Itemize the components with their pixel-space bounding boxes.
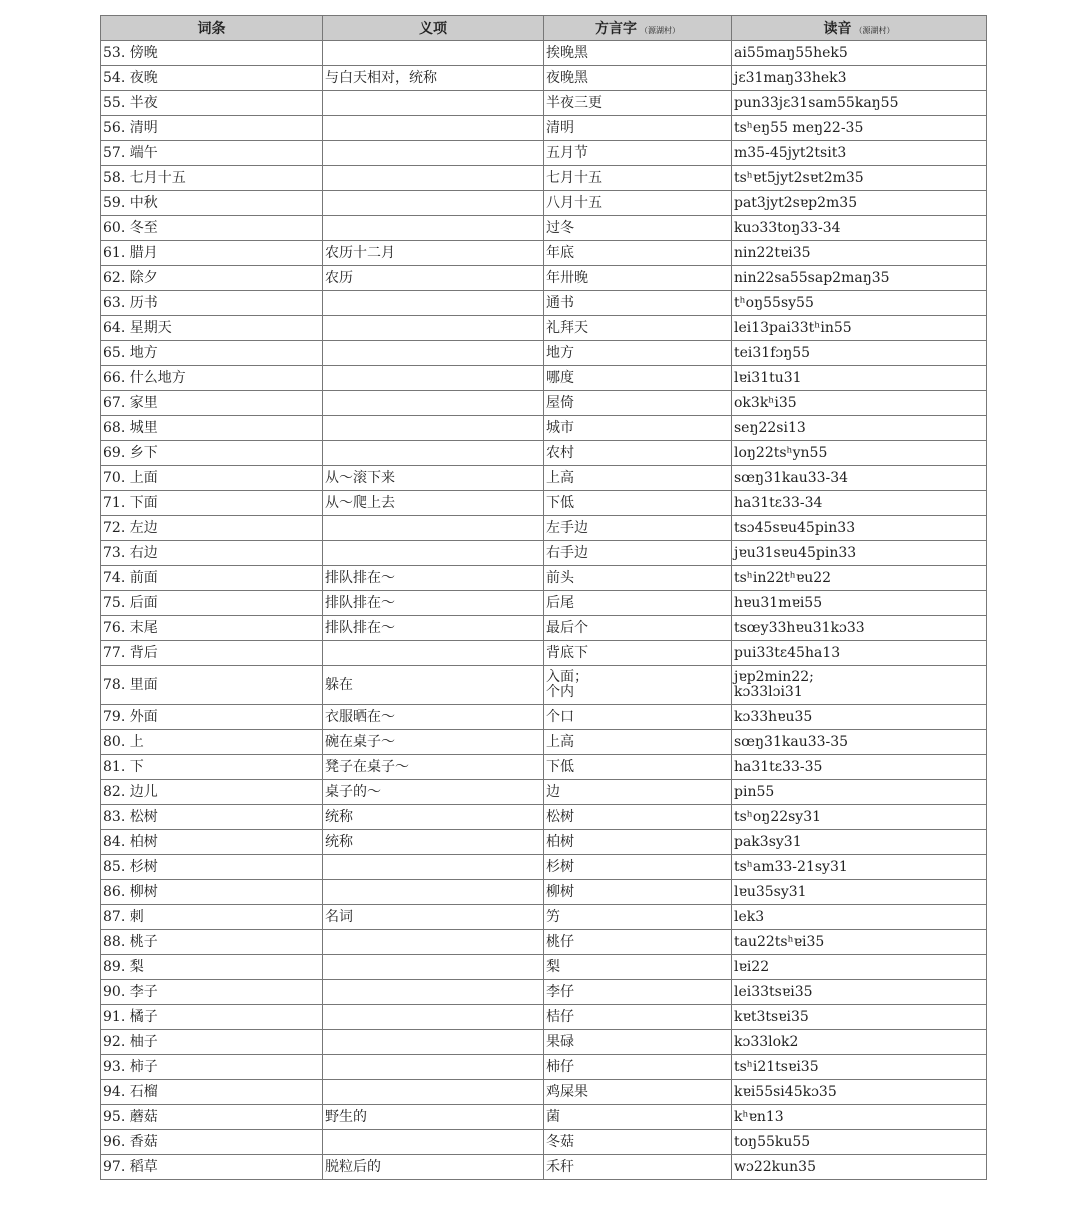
cell-dialect-char: 竻 (544, 905, 732, 930)
vocabulary-table (100, 15, 987, 1180)
cell-sense: 脱粒后的 (323, 1155, 544, 1180)
table-row (101, 216, 987, 241)
cell-sense (323, 41, 544, 66)
cell-sense (323, 1005, 544, 1030)
cell-sense: 从～爬上去 (323, 491, 544, 516)
cell-reading: kuɔ33toŋ33-34 (732, 216, 987, 241)
table-row (101, 755, 987, 780)
cell-sense: 排队排在～ (323, 616, 544, 641)
cell-reading: pat3jyt2sɐp2m35 (732, 191, 987, 216)
cell-reading: nin22tɐi35 (732, 241, 987, 266)
cell-reading: nin22sa55sap2maŋ35 (732, 266, 987, 291)
table-row (101, 466, 987, 491)
cell-reading: kɐi55si45kɔ35 (732, 1080, 987, 1105)
cell-sense (323, 141, 544, 166)
table-row (101, 391, 987, 416)
cell-entry: 58. 七月十五 (101, 166, 323, 191)
table-row (101, 805, 987, 830)
cell-sense (323, 341, 544, 366)
cell-reading: lɐi31tu31 (732, 366, 987, 391)
cell-entry: 71. 下面 (101, 491, 323, 516)
cell-entry: 61. 腊月 (101, 241, 323, 266)
cell-dialect-char: 七月十五 (544, 166, 732, 191)
cell-dialect-char: 右手边 (544, 541, 732, 566)
table-row (101, 980, 987, 1005)
cell-sense (323, 416, 544, 441)
cell-entry: 80. 上 (101, 730, 323, 755)
cell-reading: jɐp2min22; kɔ33lɔi31 (732, 666, 987, 705)
cell-dialect-char: 上高 (544, 730, 732, 755)
cell-sense (323, 980, 544, 1005)
cell-reading: loŋ22tsʰyn55 (732, 441, 987, 466)
header-entry (101, 16, 323, 41)
cell-sense (323, 1055, 544, 1080)
cell-entry: 62. 除夕 (101, 266, 323, 291)
header-entry-label: 词条 (197, 21, 226, 37)
cell-sense (323, 930, 544, 955)
cell-reading: toŋ55ku55 (732, 1130, 987, 1155)
cell-reading: kʰɐn13 (732, 1105, 987, 1130)
header-dialect-char (544, 16, 732, 41)
cell-dialect-char: 半夜三更 (544, 91, 732, 116)
vocabulary-table-container (100, 15, 986, 1180)
cell-sense (323, 855, 544, 880)
cell-reading: ai55maŋ55hek5 (732, 41, 987, 66)
table-row (101, 241, 987, 266)
table-header (101, 16, 987, 41)
table-row (101, 191, 987, 216)
cell-sense (323, 1080, 544, 1105)
cell-sense: 农历十二月 (323, 241, 544, 266)
cell-dialect-char: 通书 (544, 291, 732, 316)
cell-entry: 57. 端午 (101, 141, 323, 166)
cell-reading: hɐu31mɐi55 (732, 591, 987, 616)
cell-sense: 碗在桌子～ (323, 730, 544, 755)
cell-sense (323, 880, 544, 905)
header-reading (732, 16, 987, 41)
table-row (101, 1005, 987, 1030)
cell-reading: kɔ33lok2 (732, 1030, 987, 1055)
cell-reading: lei33tsɐi35 (732, 980, 987, 1005)
cell-sense (323, 316, 544, 341)
cell-dialect-char: 柳树 (544, 880, 732, 905)
cell-dialect-char: 礼拜天 (544, 316, 732, 341)
cell-sense (323, 91, 544, 116)
cell-dialect-char: 松树 (544, 805, 732, 830)
table-row (101, 780, 987, 805)
cell-reading: ha31tɛ33-35 (732, 755, 987, 780)
table-row (101, 141, 987, 166)
cell-reading: tsɔ45sɐu45pin33 (732, 516, 987, 541)
table-body (101, 41, 987, 1180)
cell-dialect-char: 夜晚黑 (544, 66, 732, 91)
cell-reading: lek3 (732, 905, 987, 930)
cell-dialect-char: 农村 (544, 441, 732, 466)
cell-reading: tsʰeŋ55 meŋ22-35 (732, 116, 987, 141)
cell-reading: pak3sy31 (732, 830, 987, 855)
cell-dialect-char: 入面； 个内 (544, 666, 732, 705)
cell-reading: jɐu31sɐu45pin33 (732, 541, 987, 566)
table-row (101, 341, 987, 366)
table-row (101, 955, 987, 980)
cell-dialect-char: 过冬 (544, 216, 732, 241)
table-row (101, 930, 987, 955)
table-row (101, 41, 987, 66)
cell-entry: 60. 冬至 (101, 216, 323, 241)
cell-entry: 65. 地方 (101, 341, 323, 366)
cell-reading: m35-45jyt2tsit3 (732, 141, 987, 166)
cell-dialect-char: 五月节 (544, 141, 732, 166)
cell-sense: 躲在 (323, 666, 544, 705)
table-row (101, 491, 987, 516)
table-row (101, 541, 987, 566)
table-row (101, 1080, 987, 1105)
cell-entry: 54. 夜晚 (101, 66, 323, 91)
cell-sense (323, 955, 544, 980)
table-row (101, 641, 987, 666)
cell-dialect-char: 禾秆 (544, 1155, 732, 1180)
cell-entry: 55. 半夜 (101, 91, 323, 116)
cell-reading: wɔ22kun35 (732, 1155, 987, 1180)
table-row (101, 730, 987, 755)
cell-reading: tʰoŋ55sy55 (732, 291, 987, 316)
cell-dialect-char: 冬菇 (544, 1130, 732, 1155)
cell-entry: 78. 里面 (101, 666, 323, 705)
cell-sense: 统称 (323, 805, 544, 830)
cell-reading: pui33tɛ45ha13 (732, 641, 987, 666)
cell-dialect-char: 李仔 (544, 980, 732, 1005)
cell-reading: jɛ31maŋ33hek3 (732, 66, 987, 91)
cell-reading: lɐu35sy31 (732, 880, 987, 905)
table-row (101, 516, 987, 541)
cell-entry: 96. 香菇 (101, 1130, 323, 1155)
cell-reading: tsʰoŋ22sy31 (732, 805, 987, 830)
header-sense-label: 义项 (419, 21, 447, 37)
cell-dialect-char: 年卅晚 (544, 266, 732, 291)
header-dialect-note: （源湖村） (640, 26, 680, 35)
cell-dialect-char: 清明 (544, 116, 732, 141)
cell-entry: 82. 边儿 (101, 780, 323, 805)
cell-reading: tei31fɔŋ55 (732, 341, 987, 366)
cell-reading: pun33jɛ31sam55kaŋ55 (732, 91, 987, 116)
cell-entry: 53. 傍晚 (101, 41, 323, 66)
cell-entry: 87. 刺 (101, 905, 323, 930)
cell-entry: 83. 松树 (101, 805, 323, 830)
cell-reading: tsʰɐt5jyt2sɐt2m35 (732, 166, 987, 191)
cell-entry: 90. 李子 (101, 980, 323, 1005)
cell-sense (323, 116, 544, 141)
table-row (101, 905, 987, 930)
cell-dialect-char: 下低 (544, 491, 732, 516)
cell-sense: 野生的 (323, 1105, 544, 1130)
cell-dialect-char: 菌 (544, 1105, 732, 1130)
cell-entry: 95. 蘑菇 (101, 1105, 323, 1130)
table-row (101, 266, 987, 291)
cell-sense (323, 1030, 544, 1055)
cell-entry: 69. 乡下 (101, 441, 323, 466)
cell-dialect-char: 挨晚黑 (544, 41, 732, 66)
cell-entry: 73. 右边 (101, 541, 323, 566)
cell-entry: 88. 桃子 (101, 930, 323, 955)
cell-entry: 59. 中秋 (101, 191, 323, 216)
cell-dialect-char: 屋倚 (544, 391, 732, 416)
cell-sense: 农历 (323, 266, 544, 291)
cell-entry: 86. 柳树 (101, 880, 323, 905)
header-reading-label: 读音 (823, 21, 852, 37)
cell-dialect-char: 下低 (544, 755, 732, 780)
table-row (101, 566, 987, 591)
cell-sense (323, 1130, 544, 1155)
table-row (101, 880, 987, 905)
header-row (101, 16, 987, 41)
table-row (101, 705, 987, 730)
cell-reading: ok3kʰi35 (732, 391, 987, 416)
cell-entry: 64. 星期天 (101, 316, 323, 341)
cell-dialect-char: 后尾 (544, 591, 732, 616)
cell-dialect-char: 桃仔 (544, 930, 732, 955)
cell-reading: tsʰin22tʰɐu22 (732, 566, 987, 591)
cell-dialect-char: 鸡屎果 (544, 1080, 732, 1105)
header-reading-note: （源湖村） (854, 26, 895, 35)
cell-entry: 85. 杉树 (101, 855, 323, 880)
cell-entry: 68. 城里 (101, 416, 323, 441)
cell-entry: 92. 柚子 (101, 1030, 323, 1055)
cell-dialect-char: 果碌 (544, 1030, 732, 1055)
cell-sense: 排队排在～ (323, 591, 544, 616)
cell-entry: 84. 柏树 (101, 830, 323, 855)
cell-sense (323, 441, 544, 466)
cell-reading: lei13pai33tʰin55 (732, 316, 987, 341)
cell-entry: 56. 清明 (101, 116, 323, 141)
cell-sense: 衣服晒在～ (323, 705, 544, 730)
table-row (101, 366, 987, 391)
cell-entry: 72. 左边 (101, 516, 323, 541)
table-row (101, 166, 987, 191)
cell-entry: 76. 末尾 (101, 616, 323, 641)
cell-sense (323, 641, 544, 666)
cell-reading: sœŋ31kau33-34 (732, 466, 987, 491)
table-row (101, 441, 987, 466)
cell-reading: lɐi22 (732, 955, 987, 980)
cell-dialect-char: 边 (544, 780, 732, 805)
cell-entry: 70. 上面 (101, 466, 323, 491)
cell-entry: 91. 橘子 (101, 1005, 323, 1030)
cell-sense (323, 216, 544, 241)
cell-entry: 94. 石榴 (101, 1080, 323, 1105)
table-row (101, 1130, 987, 1155)
cell-sense (323, 516, 544, 541)
cell-entry: 93. 柿子 (101, 1055, 323, 1080)
cell-dialect-char: 上高 (544, 466, 732, 491)
cell-dialect-char: 个口 (544, 705, 732, 730)
table-row (101, 830, 987, 855)
cell-reading: tsʰam33-21sy31 (732, 855, 987, 880)
table-row (101, 116, 987, 141)
cell-dialect-char: 城市 (544, 416, 732, 441)
table-row (101, 1105, 987, 1130)
table-row (101, 855, 987, 880)
cell-dialect-char: 左手边 (544, 516, 732, 541)
cell-reading: tsœy33hɐu31kɔ33 (732, 616, 987, 641)
cell-dialect-char: 地方 (544, 341, 732, 366)
cell-entry: 67. 家里 (101, 391, 323, 416)
cell-sense: 与白天相对，统称 (323, 66, 544, 91)
cell-entry: 66. 什么地方 (101, 366, 323, 391)
cell-sense (323, 391, 544, 416)
cell-sense: 从～滚下来 (323, 466, 544, 491)
cell-dialect-char: 柿仔 (544, 1055, 732, 1080)
cell-reading: kɐt3tsɐi35 (732, 1005, 987, 1030)
cell-entry: 89. 梨 (101, 955, 323, 980)
cell-entry: 97. 稻草 (101, 1155, 323, 1180)
cell-dialect-char: 柏树 (544, 830, 732, 855)
cell-sense: 统称 (323, 830, 544, 855)
cell-sense: 名词 (323, 905, 544, 930)
table-row (101, 291, 987, 316)
cell-reading: seŋ22si13 (732, 416, 987, 441)
cell-entry: 81. 下 (101, 755, 323, 780)
header-dialect-label: 方言字 (595, 21, 637, 37)
table-row (101, 91, 987, 116)
cell-entry: 63. 历书 (101, 291, 323, 316)
cell-sense (323, 291, 544, 316)
table-row (101, 591, 987, 616)
cell-dialect-char: 八月十五 (544, 191, 732, 216)
cell-entry: 75. 后面 (101, 591, 323, 616)
cell-reading: kɔ33hɐu35 (732, 705, 987, 730)
table-row (101, 316, 987, 341)
cell-sense: 凳子在桌子～ (323, 755, 544, 780)
cell-sense (323, 191, 544, 216)
table-row (101, 66, 987, 91)
cell-dialect-char: 前头 (544, 566, 732, 591)
cell-dialect-char: 梨 (544, 955, 732, 980)
cell-reading: tsʰi21tsɐi35 (732, 1055, 987, 1080)
cell-dialect-char: 桔仔 (544, 1005, 732, 1030)
cell-dialect-char: 杉树 (544, 855, 732, 880)
table-row (101, 1155, 987, 1180)
table-row (101, 1030, 987, 1055)
cell-entry: 74. 前面 (101, 566, 323, 591)
cell-dialect-char: 年底 (544, 241, 732, 266)
cell-sense (323, 366, 544, 391)
cell-sense (323, 166, 544, 191)
table-row (101, 616, 987, 641)
cell-sense: 排队排在～ (323, 566, 544, 591)
cell-reading: tau22tsʰɐi35 (732, 930, 987, 955)
cell-dialect-char: 背底下 (544, 641, 732, 666)
cell-entry: 77. 背后 (101, 641, 323, 666)
cell-reading: sœŋ31kau33-35 (732, 730, 987, 755)
table-row (101, 1055, 987, 1080)
table-row (101, 666, 987, 705)
cell-reading: pin55 (732, 780, 987, 805)
cell-entry: 79. 外面 (101, 705, 323, 730)
cell-reading: ha31tɛ33-34 (732, 491, 987, 516)
cell-sense: 桌子的～ (323, 780, 544, 805)
cell-dialect-char: 哪度 (544, 366, 732, 391)
cell-dialect-char: 最后个 (544, 616, 732, 641)
table-row (101, 416, 987, 441)
header-sense (323, 16, 544, 41)
cell-sense (323, 541, 544, 566)
